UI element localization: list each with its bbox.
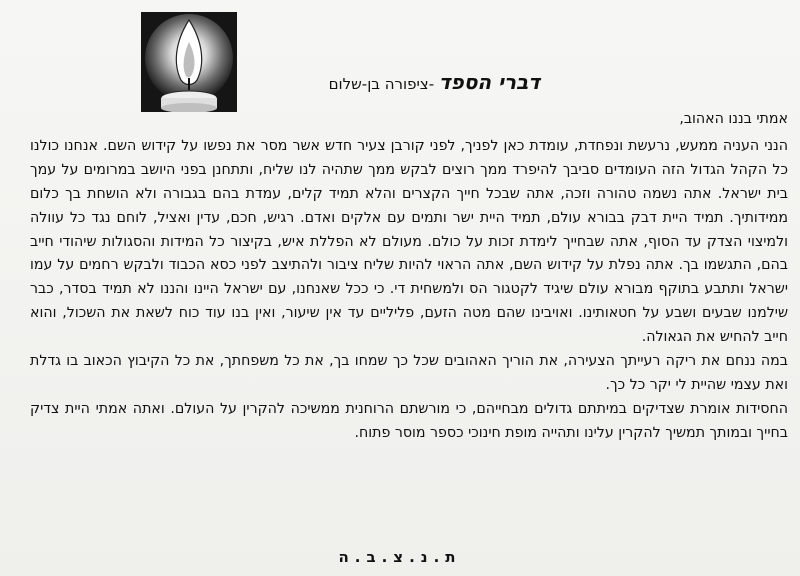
eulogy-title: דברי הספד [438, 70, 540, 94]
closing-abbreviation: ת.נ.צ.ב.ה [338, 548, 462, 566]
paragraph-1: הנני העניה ממעש, נרעשת ונפחדת, עומדת כאן לפניך, לפני קורבן צעיר חדש אשר מסר את נפשו על קידוש השם. אנחנו כולנו כל הקהל הגדול הזה העומדים סביבך להיפרד ממך רוצים לבקש ממך שתהיה לנו שליח, ותתחנן בפני היושב במרומים על עמך בית ישראל. אתה נשמה טהורה וזכה, אתה שבכל חייך הקצרים והלא תמיד קלים, עמדת בהם בגבורה ולא הושחת בך כלום ממידותיך. תמיד היית דבק בבורא עולם, תמיד היית ישר ותמים עם אלקים ואדם. רגיש, חכם, עדין ואציל, לוחם נגד כל עוולה ולמיצוי הצדק עד הסוף, אתה שבחייך לימדת זכות על כולם. מעולם לא הפללת איש, בקיצור כל המידות והסגולות שיהודי חייב בהם, התגשמו בך. אתה נפלת על קידוש השם, אתה הראוי להיות שליח ציבור ולהתיצב לפני כסא הכבוד ולבקש רחמים על עמו ישראל ותתבע בתוקף מבורא עולם שיגיד לקטגור הס ולמשחית די. כי ככל שאנחנו, עם ישראל היינו והננו לא תמיד בסדר, כבר שילמנו שבעים ושבע על חטאותינו. ואויבינו שהם מטה הזעם, פליליים עד אין שיעור, ואין בנו עוד כוח לשאת את השכול, והוא חייב להחיש את הגאולה. [30, 137, 788, 346]
paragraph-3: החסידות אומרת שצדיקים במיתתם גדולים מבחייהם, כי מורשתם הרוחנית ממשיכה להקרין על העולם. ואתה אמתי היית צדיק בחייך ובמותך תמשיך להקרין עלינו ותהייה מופת חינוכי כספר מוסר פתוח. [30, 400, 788, 441]
author-name: -ציפורה בן-שלום [328, 75, 435, 93]
eulogy-text [30, 108, 788, 446]
memorial-candle-icon [141, 12, 237, 112]
document-header [240, 70, 540, 94]
paragraph-2: במה ננחם את ריקה רעייתך הצעירה, את הוריך האהובים שכל כך שמחו בך, את כל משפחתך, את כל הקיבוץ הכאוב בו גדלת ואת עצמי שהיית לי יקר כל כך. [30, 353, 788, 393]
greeting: אמתי בננו האהוב, [679, 111, 788, 127]
